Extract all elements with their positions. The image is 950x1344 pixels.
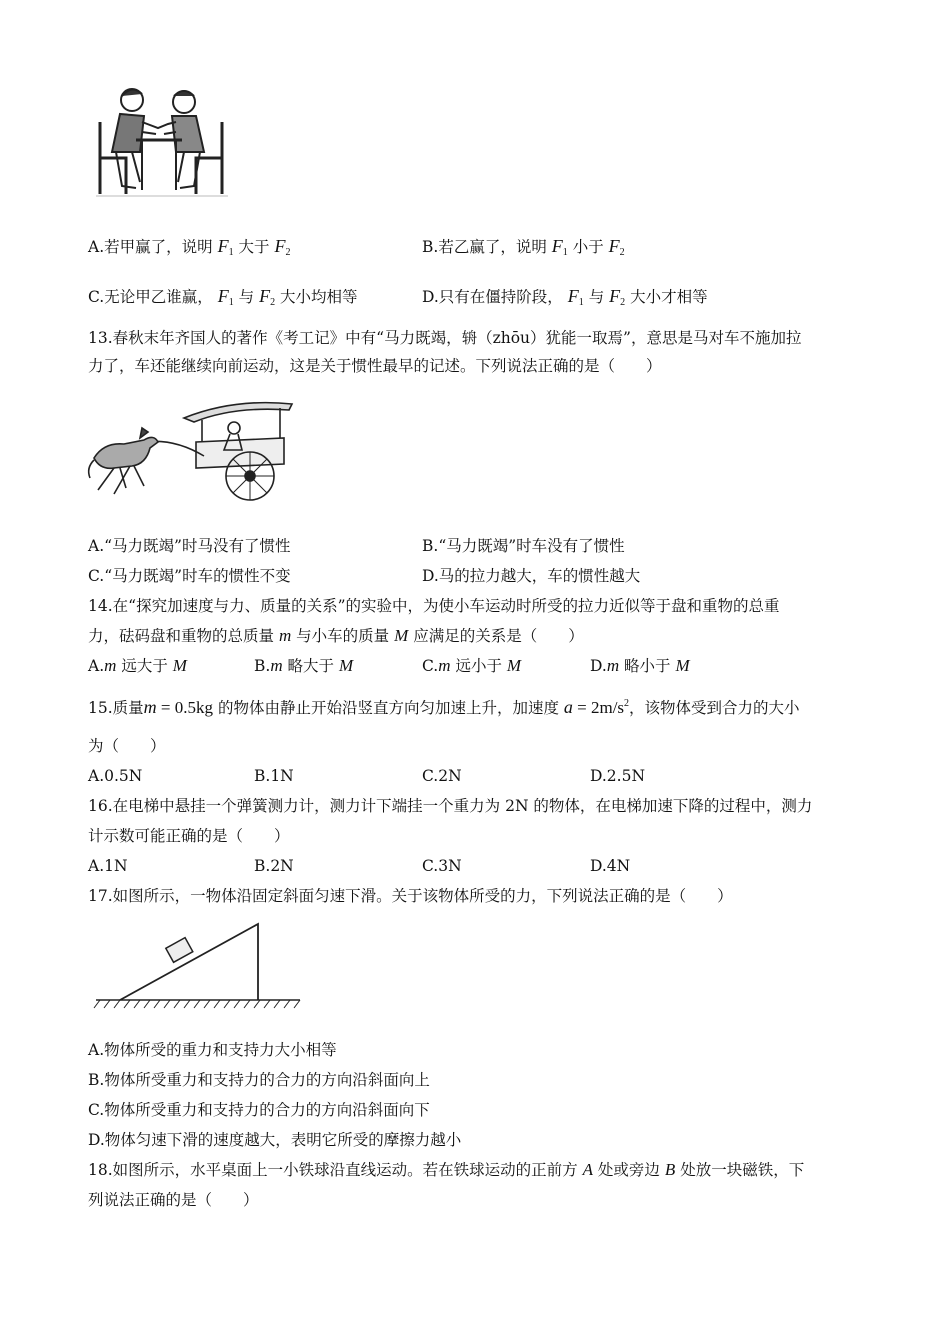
var-m: m <box>104 656 117 675</box>
q14-option-c <box>422 656 521 676</box>
q17-option-c: C.物体所受重力和支持力的合力的方向沿斜面向下 <box>88 1101 430 1119</box>
q12-option-c <box>88 286 358 313</box>
q15-accel-value: = 2m/s <box>572 698 625 717</box>
q16-stem-line1: 16.在电梯中悬挂一个弹簧测力计，测力计下端挂一个重力为 2N 的物体，在电梯加速下降的过程中，测力 <box>88 797 813 815</box>
q18-line1-part3: 处放一块磁铁，下 <box>680 1161 805 1179</box>
q13-stem-line2: 力了，车还能继续向前运动，这是关于惯性最早的记述。下列说法正确的是（ ） <box>88 357 662 375</box>
q14-option-d <box>590 656 690 676</box>
q17-stem-line1: 17.如图所示，一物体沿固定斜面匀速下滑。关于该物体所受的力，下列说法正确的是（ ） <box>88 887 733 905</box>
q16-option-a: A.1N <box>88 857 128 875</box>
q18-line1-part2: 处或旁边 <box>597 1161 660 1179</box>
force-f1: F <box>217 236 229 256</box>
q14-line2-part1: 力，砝码盘和重物的总质量 <box>88 627 275 645</box>
q13-option-a: A.“马力既竭”时马没有了惯性 <box>88 537 291 555</box>
var-m: m <box>270 656 283 675</box>
q17-option-a: A.物体所受的重力和支持力大小相等 <box>88 1041 337 1059</box>
force-f1: F <box>217 286 229 306</box>
var-M: M <box>675 656 690 675</box>
force-f1: F <box>551 236 563 256</box>
q16-option-d: D.4N <box>590 857 631 875</box>
subscript: 2 <box>285 247 291 258</box>
q15-mass-value: = 0.5kg <box>156 698 213 717</box>
q12-c-prefix: C.无论甲乙谁赢， <box>88 288 213 306</box>
subscript: 1 <box>228 297 234 308</box>
subscript: 2 <box>619 247 625 258</box>
q15-option-a: A.0.5N <box>88 767 143 785</box>
horse-chariot-figure <box>84 398 300 510</box>
q18-stem-line1 <box>88 1160 804 1180</box>
force-f1: F <box>567 286 579 306</box>
q12-d-prefix: D.只有在僵持阶段， <box>422 288 563 306</box>
q16-stem-line2: 计示数可能正确的是（ ） <box>88 827 290 845</box>
q14-stem-line1: 14.在“探究加速度与力、质量的关系”的实验中，为使小车运动时所受的拉力近似等于盘和重物的总重 <box>88 597 780 615</box>
arm-wrestling-figure <box>92 82 232 212</box>
var-M: M <box>339 656 354 675</box>
q13-option-c: C.“马力既竭”时车的惯性不变 <box>88 567 291 585</box>
q13-stem-line1: 13.春秋末年齐国人的著作《考工记》中有“马力既竭，辀（zhōu）犹能一取焉”，意思是马对车不施加拉 <box>88 329 802 347</box>
q14-stem-line2 <box>88 626 584 646</box>
subscript: 1 <box>578 297 584 308</box>
q12-c-connector: 与 <box>238 288 255 306</box>
point-A: A <box>582 1160 593 1179</box>
q14-c-label: C. <box>422 657 439 675</box>
incline-figure <box>90 916 304 1020</box>
q15-middle: 的物体由静止开始沿竖直方向匀加速上升，加速度 <box>217 699 559 717</box>
q12-c-suffix: 大小均相等 <box>280 288 358 306</box>
q12-a-relation: 大于 <box>238 238 270 256</box>
q14-line2-part3: 应满足的关系是（ ） <box>413 627 584 645</box>
subscript: 1 <box>562 247 568 258</box>
q12-d-suffix: 大小才相等 <box>630 288 708 306</box>
force-f2: F <box>608 236 620 256</box>
q12-option-d <box>422 286 708 313</box>
q14-a-label: A. <box>88 657 105 675</box>
q17-option-d: D.物体匀速下滑的速度越大，表明它所受的摩擦力越小 <box>88 1131 462 1149</box>
q13-option-b: B.“马力既竭”时车没有了惯性 <box>422 537 625 555</box>
var-m: m <box>278 626 292 645</box>
point-B: B <box>664 1160 676 1179</box>
q15-suffix: ，该物体受到合力的大小 <box>629 699 800 717</box>
force-f2: F <box>259 286 271 306</box>
q16-option-c: C.3N <box>422 857 462 875</box>
q14-b-text: 略大于 <box>287 657 335 675</box>
q14-option-a <box>88 656 187 676</box>
q14-line2-part2: 与小车的质量 <box>296 627 390 645</box>
q18-line1-part1: 18.如图所示，水平桌面上一小铁球沿直线运动。若在铁球运动的正前方 <box>88 1161 578 1179</box>
q18-stem-line2: 列说法正确的是（ ） <box>88 1191 259 1209</box>
q17-option-b: B.物体所受重力和支持力的合力的方向沿斜面向上 <box>88 1071 430 1089</box>
q15-option-b: B.1N <box>254 767 294 785</box>
q13-option-d: D.马的拉力越大，车的惯性越大 <box>422 567 641 585</box>
subscript: 2 <box>620 297 626 308</box>
var-m: m <box>438 656 451 675</box>
q15-stem-line1 <box>88 694 800 718</box>
q12-option-b <box>422 236 625 263</box>
q12-option-a <box>88 236 290 263</box>
q15-prefix: 15.质量 <box>88 699 144 717</box>
q12-d-connector: 与 <box>588 288 605 306</box>
q15-option-c: C.2N <box>422 767 462 785</box>
var-m: m <box>143 697 157 717</box>
subscript: 1 <box>228 247 234 258</box>
q12-b-relation: 小于 <box>572 238 604 256</box>
q14-d-text: 略小于 <box>624 657 671 675</box>
q16-option-b: B.2N <box>254 857 294 875</box>
q14-b-label: B. <box>254 657 271 675</box>
q15-option-d: D.2.5N <box>590 767 646 785</box>
force-f2: F <box>274 236 286 256</box>
q14-option-b <box>254 656 353 676</box>
var-M: M <box>506 656 522 675</box>
var-M: M <box>172 656 187 675</box>
q12-b-prefix: B.若乙赢了，说明 <box>422 238 547 256</box>
q12-a-prefix: A.若甲赢了，说明 <box>88 238 213 256</box>
var-a: a <box>563 697 573 717</box>
q14-a-text: 远大于 <box>121 657 168 675</box>
q14-c-text: 远小于 <box>455 657 502 675</box>
subscript: 2 <box>270 297 276 308</box>
q14-d-label: D. <box>590 657 607 675</box>
superscript: 2 <box>624 698 630 709</box>
var-M: M <box>394 626 409 645</box>
q15-stem-line2: 为（ ） <box>88 737 166 755</box>
force-f2: F <box>609 286 621 306</box>
var-m: m <box>606 656 620 675</box>
